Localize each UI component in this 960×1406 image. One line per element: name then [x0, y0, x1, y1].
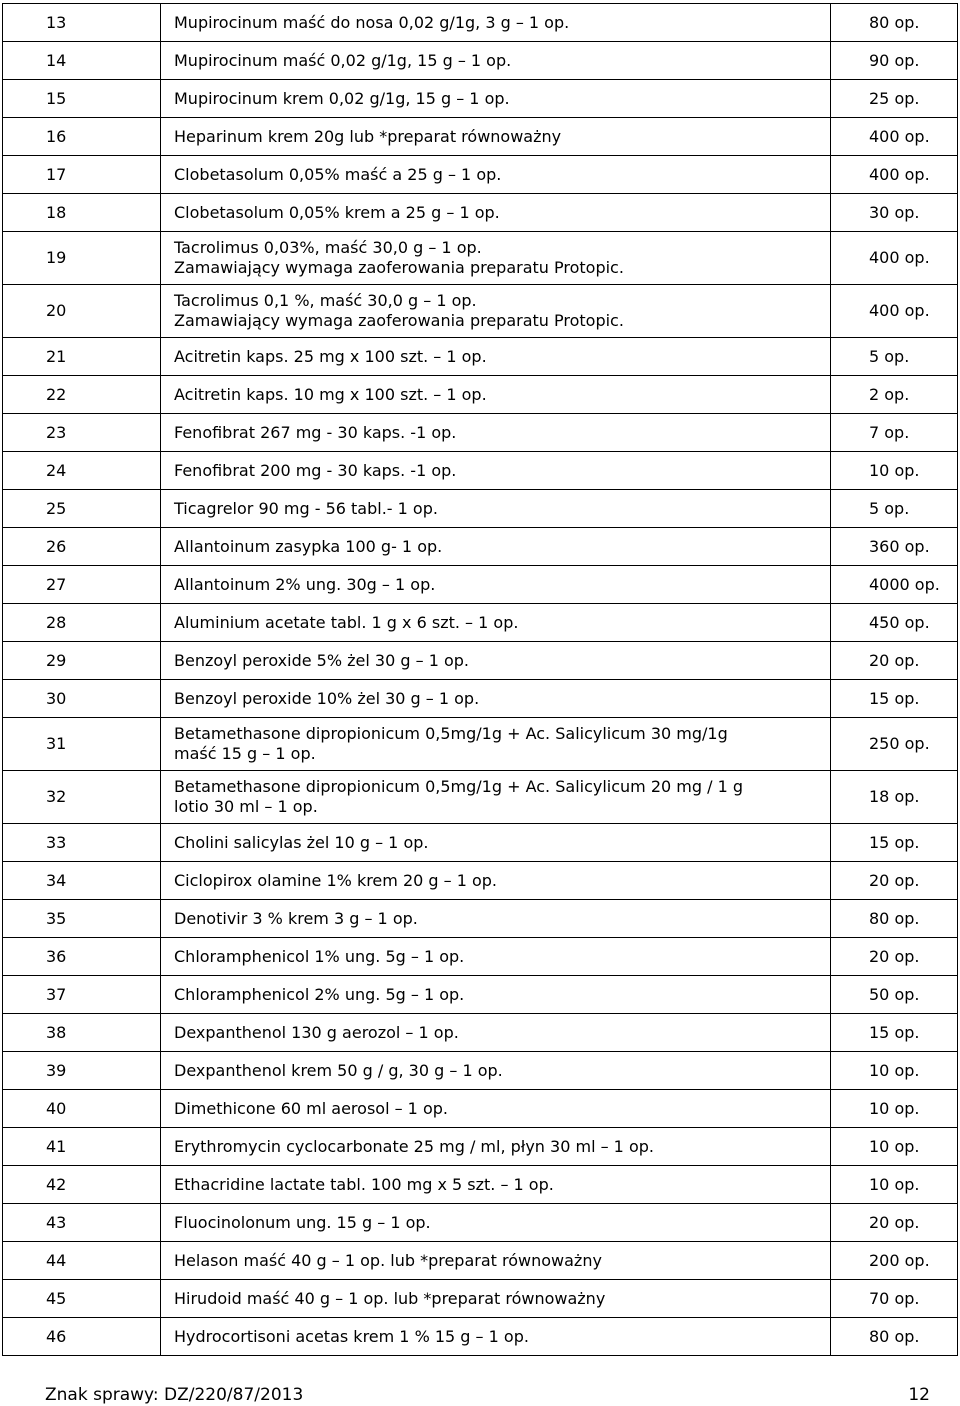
table-row [3, 1166, 958, 1204]
product-description [161, 118, 831, 156]
row-number: 16 [3, 118, 161, 156]
product-description [161, 1052, 831, 1090]
product-description [161, 718, 831, 771]
product-description [161, 80, 831, 118]
table-row [3, 1052, 958, 1090]
product-description-line: Betamethasone dipropionicum 0,5mg/1g + Ac. Salicylicum 30 mg/1g [174, 724, 728, 743]
row-number: 28 [3, 604, 161, 642]
table-row [3, 1090, 958, 1128]
row-number: 34 [3, 862, 161, 900]
page-number: 12 [908, 1385, 930, 1405]
product-description [161, 376, 831, 414]
table-row [3, 824, 958, 862]
product-description-line: Acitretin kaps. 25 mg x 100 szt. – 1 op. [174, 346, 487, 366]
quantity: 10 op. [831, 1090, 958, 1128]
product-description-line: Fenofibrat 200 mg - 30 kaps. -1 op. [174, 460, 457, 480]
product-description-line: Clobetasolum 0,05% maść a 25 g – 1 op. [174, 164, 502, 184]
quantity: 20 op. [831, 642, 958, 680]
row-number: 21 [3, 338, 161, 376]
product-description-line: Dexpanthenol 130 g aerozol – 1 op. [174, 1022, 459, 1042]
table-row [3, 1014, 958, 1052]
quantity: 2 op. [831, 376, 958, 414]
quantity: 80 op. [831, 900, 958, 938]
table-row [3, 232, 958, 285]
table-row [3, 642, 958, 680]
product-description [161, 680, 831, 718]
product-description [161, 771, 831, 824]
product-description-line: Erythromycin cyclocarbonate 25 mg / ml, płyn 30 ml – 1 op. [174, 1136, 654, 1156]
quantity: 250 op. [831, 718, 958, 771]
product-description-line: Dexpanthenol krem 50 g / g, 30 g – 1 op. [174, 1060, 503, 1080]
product-description [161, 1128, 831, 1166]
quantity: 15 op. [831, 1014, 958, 1052]
table-row [3, 900, 958, 938]
table-row [3, 338, 958, 376]
product-description-line: Ciclopirox olamine 1% krem 20 g – 1 op. [174, 870, 498, 890]
product-description-line: Denotivir 3 % krem 3 g – 1 op. [174, 908, 418, 928]
row-number: 38 [3, 1014, 161, 1052]
quantity: 90 op. [831, 42, 958, 80]
row-number: 40 [3, 1090, 161, 1128]
table-row [3, 1318, 958, 1356]
row-number: 14 [3, 42, 161, 80]
medication-table [2, 3, 958, 1356]
quantity: 15 op. [831, 680, 958, 718]
product-description-line: Mupirocinum maść do nosa 0,02 g/1g, 3 g – 1 op. [174, 12, 570, 32]
row-number: 20 [3, 285, 161, 338]
table-row [3, 42, 958, 80]
table-row [3, 604, 958, 642]
quantity: 30 op. [831, 194, 958, 232]
table-row [3, 376, 958, 414]
product-description-line: Acitretin kaps. 10 mg x 100 szt. – 1 op. [174, 384, 487, 404]
quantity: 360 op. [831, 528, 958, 566]
quantity: 7 op. [831, 414, 958, 452]
product-description-line: Fluocinolonum ung. 15 g – 1 op. [174, 1212, 431, 1232]
row-number: 24 [3, 452, 161, 490]
product-description-line: Ticagrelor 90 mg - 56 tabl.- 1 op. [174, 498, 438, 518]
table-row [3, 680, 958, 718]
product-description-line: Chloramphenicol 2% ung. 5g – 1 op. [174, 984, 465, 1004]
table-row [3, 4, 958, 42]
product-description-line: Helason maść 40 g – 1 op. lub *preparat równoważny [174, 1250, 602, 1270]
product-description [161, 1090, 831, 1128]
quantity: 400 op. [831, 285, 958, 338]
product-description [161, 1204, 831, 1242]
table-row [3, 1242, 958, 1280]
row-number: 23 [3, 414, 161, 452]
quantity: 20 op. [831, 862, 958, 900]
product-description [161, 1318, 831, 1356]
product-description-line: Hydrocortisoni acetas krem 1 % 15 g – 1 op. [174, 1326, 529, 1346]
quantity: 20 op. [831, 1204, 958, 1242]
quantity: 50 op. [831, 976, 958, 1014]
row-number: 27 [3, 566, 161, 604]
row-number: 18 [3, 194, 161, 232]
product-description [161, 194, 831, 232]
row-number: 30 [3, 680, 161, 718]
table-row [3, 1204, 958, 1242]
product-description [161, 566, 831, 604]
row-number: 33 [3, 824, 161, 862]
product-description [161, 338, 831, 376]
product-description [161, 1242, 831, 1280]
table-row [3, 285, 958, 338]
product-description [161, 1166, 831, 1204]
product-description-line: lotio 30 ml – 1 op. [174, 797, 318, 816]
row-number: 39 [3, 1052, 161, 1090]
product-description-line: Mupirocinum maść 0,02 g/1g, 15 g – 1 op. [174, 50, 512, 70]
quantity: 400 op. [831, 118, 958, 156]
product-description-line: Allantoinum zasypka 100 g- 1 op. [174, 536, 443, 556]
quantity: 450 op. [831, 604, 958, 642]
quantity: 400 op. [831, 156, 958, 194]
row-number: 25 [3, 490, 161, 528]
product-description [161, 900, 831, 938]
row-number: 22 [3, 376, 161, 414]
row-number: 32 [3, 771, 161, 824]
quantity: 18 op. [831, 771, 958, 824]
product-description-line: Aluminium acetate tabl. 1 g x 6 szt. – 1 op. [174, 612, 519, 632]
product-description [161, 528, 831, 566]
table-row [3, 862, 958, 900]
table-row [3, 771, 958, 824]
quantity: 4000 op. [831, 566, 958, 604]
row-number: 37 [3, 976, 161, 1014]
row-number: 43 [3, 1204, 161, 1242]
row-number: 41 [3, 1128, 161, 1166]
quantity: 5 op. [831, 338, 958, 376]
product-description-line: Zamawiający wymaga zaoferowania preparatu Protopic. [174, 311, 624, 330]
row-number: 45 [3, 1280, 161, 1318]
product-description-line: Zamawiający wymaga zaoferowania preparatu Protopic. [174, 258, 624, 277]
table-row [3, 414, 958, 452]
product-description-line: maść 15 g – 1 op. [174, 744, 316, 763]
quantity: 200 op. [831, 1242, 958, 1280]
table-row [3, 118, 958, 156]
product-description-line: Fenofibrat 267 mg - 30 kaps. -1 op. [174, 422, 457, 442]
product-description-line: Ethacridine lactate tabl. 100 mg x 5 szt. – 1 op. [174, 1174, 554, 1194]
product-description-line: Mupirocinum krem 0,02 g/1g, 15 g – 1 op. [174, 88, 510, 108]
table-row [3, 452, 958, 490]
medication-table-body [3, 4, 958, 1356]
row-number: 44 [3, 1242, 161, 1280]
product-description [161, 285, 831, 338]
product-description [161, 42, 831, 80]
product-description [161, 452, 831, 490]
product-description-line: Cholini salicylas żel 10 g – 1 op. [174, 832, 429, 852]
table-row [3, 1280, 958, 1318]
product-description [161, 976, 831, 1014]
product-description-line: Tacrolimus 0,1 %, maść 30,0 g – 1 op. [174, 291, 477, 310]
quantity: 10 op. [831, 452, 958, 490]
quantity: 15 op. [831, 824, 958, 862]
table-row [3, 718, 958, 771]
product-description [161, 824, 831, 862]
row-number: 36 [3, 938, 161, 976]
table-row [3, 938, 958, 976]
quantity: 25 op. [831, 80, 958, 118]
table-row [3, 156, 958, 194]
row-number: 19 [3, 232, 161, 285]
case-number: Znak sprawy: DZ/220/87/2013 [45, 1385, 304, 1405]
product-description-line: Tacrolimus 0,03%, maść 30,0 g – 1 op. [174, 238, 482, 257]
row-number: 42 [3, 1166, 161, 1204]
product-description-line: Betamethasone dipropionicum 0,5mg/1g + Ac. Salicylicum 20 mg / 1 g [174, 777, 744, 796]
product-description [161, 604, 831, 642]
product-description-line: Benzoyl peroxide 5% żel 30 g – 1 op. [174, 650, 469, 670]
row-number: 13 [3, 4, 161, 42]
quantity: 80 op. [831, 1318, 958, 1356]
product-description-line: Benzoyl peroxide 10% żel 30 g – 1 op. [174, 688, 480, 708]
quantity: 20 op. [831, 938, 958, 976]
row-number: 46 [3, 1318, 161, 1356]
quantity: 80 op. [831, 4, 958, 42]
product-description-line: Heparinum krem 20g lub *preparat równoważny [174, 126, 562, 146]
quantity: 10 op. [831, 1052, 958, 1090]
quantity: 10 op. [831, 1128, 958, 1166]
product-description-line: Allantoinum 2% ung. 30g – 1 op. [174, 574, 436, 594]
product-description-line: Hirudoid maść 40 g – 1 op. lub *preparat równoważny [174, 1288, 606, 1308]
table-row [3, 194, 958, 232]
quantity: 400 op. [831, 232, 958, 285]
table-row [3, 490, 958, 528]
quantity: 70 op. [831, 1280, 958, 1318]
product-description [161, 232, 831, 285]
product-description [161, 642, 831, 680]
product-description-line: Chloramphenicol 1% ung. 5g – 1 op. [174, 946, 465, 966]
product-description [161, 4, 831, 42]
quantity: 5 op. [831, 490, 958, 528]
table-row [3, 976, 958, 1014]
product-description-line: Clobetasolum 0,05% krem a 25 g – 1 op. [174, 202, 500, 222]
product-description [161, 156, 831, 194]
quantity: 10 op. [831, 1166, 958, 1204]
product-description [161, 862, 831, 900]
table-row [3, 80, 958, 118]
product-description [161, 1280, 831, 1318]
product-description [161, 490, 831, 528]
product-description [161, 938, 831, 976]
table-row [3, 1128, 958, 1166]
table-row [3, 528, 958, 566]
product-description [161, 414, 831, 452]
row-number: 29 [3, 642, 161, 680]
table-row [3, 566, 958, 604]
row-number: 17 [3, 156, 161, 194]
row-number: 15 [3, 80, 161, 118]
product-description-line: Dimethicone 60 ml aerosol – 1 op. [174, 1098, 448, 1118]
product-description [161, 1014, 831, 1052]
row-number: 31 [3, 718, 161, 771]
row-number: 26 [3, 528, 161, 566]
row-number: 35 [3, 900, 161, 938]
